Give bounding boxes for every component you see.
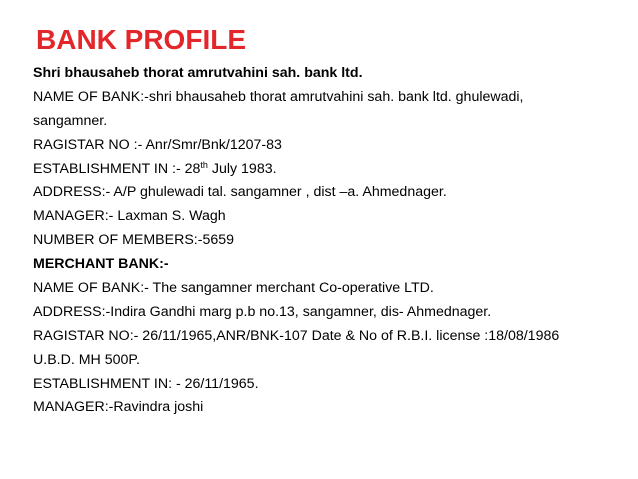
bank1-establishment-prefix: ESTABLISHMENT IN :- 28 [33, 160, 201, 177]
bank1-name-line1: NAME OF BANK:-shri bhausaheb thorat amrutvahini sah. bank ltd. ghulewadi, [33, 88, 524, 105]
bank1-name-line2: sangamner. [33, 112, 108, 129]
bank1-manager: MANAGER:- Laxman S. Wagh [33, 208, 226, 225]
bank2-ragistar-line1: RAGISTAR NO:- 26/11/1965,ANR/BNK-107 Date & No of R.B.I. license :18/08/1986 [33, 327, 560, 344]
bank1-heading: Shri bhausaheb thorat amrutvahini sah. bank ltd. [33, 65, 363, 81]
bank2-heading: MERCHANT BANK:- [33, 256, 169, 273]
bank2-manager: MANAGER:-Ravindra joshi [33, 399, 204, 416]
bank2-address: ADDRESS:-Indira Gandhi marg p.b no.13, sangamner, dis- Ahmednager. [33, 303, 492, 320]
bank1-establishment-suffix: July 1983. [207, 160, 277, 177]
bank2-ragistar-line2: U.B.D. MH 500P. [33, 351, 140, 368]
bank1-address: ADDRESS:- A/P ghulewadi tal. sangamner , dist –a. Ahmednager. [33, 184, 447, 201]
bank-profile-body [33, 62, 633, 420]
bank1-establishment [33, 158, 633, 182]
bank1-members: NUMBER OF MEMBERS:-5659 [33, 232, 235, 249]
bank1-establishment-sup: th [200, 159, 208, 170]
page-title: BANK PROFILE [36, 24, 246, 55]
bank2-establishment: ESTABLISHMENT IN: - 26/11/1965. [33, 375, 259, 392]
bank1-ragistar: RAGISTAR NO :- Anr/Smr/Bnk/1207-83 [33, 136, 282, 153]
bank2-name: NAME OF BANK:- The sangamner merchant Co-operative LTD. [33, 280, 434, 297]
